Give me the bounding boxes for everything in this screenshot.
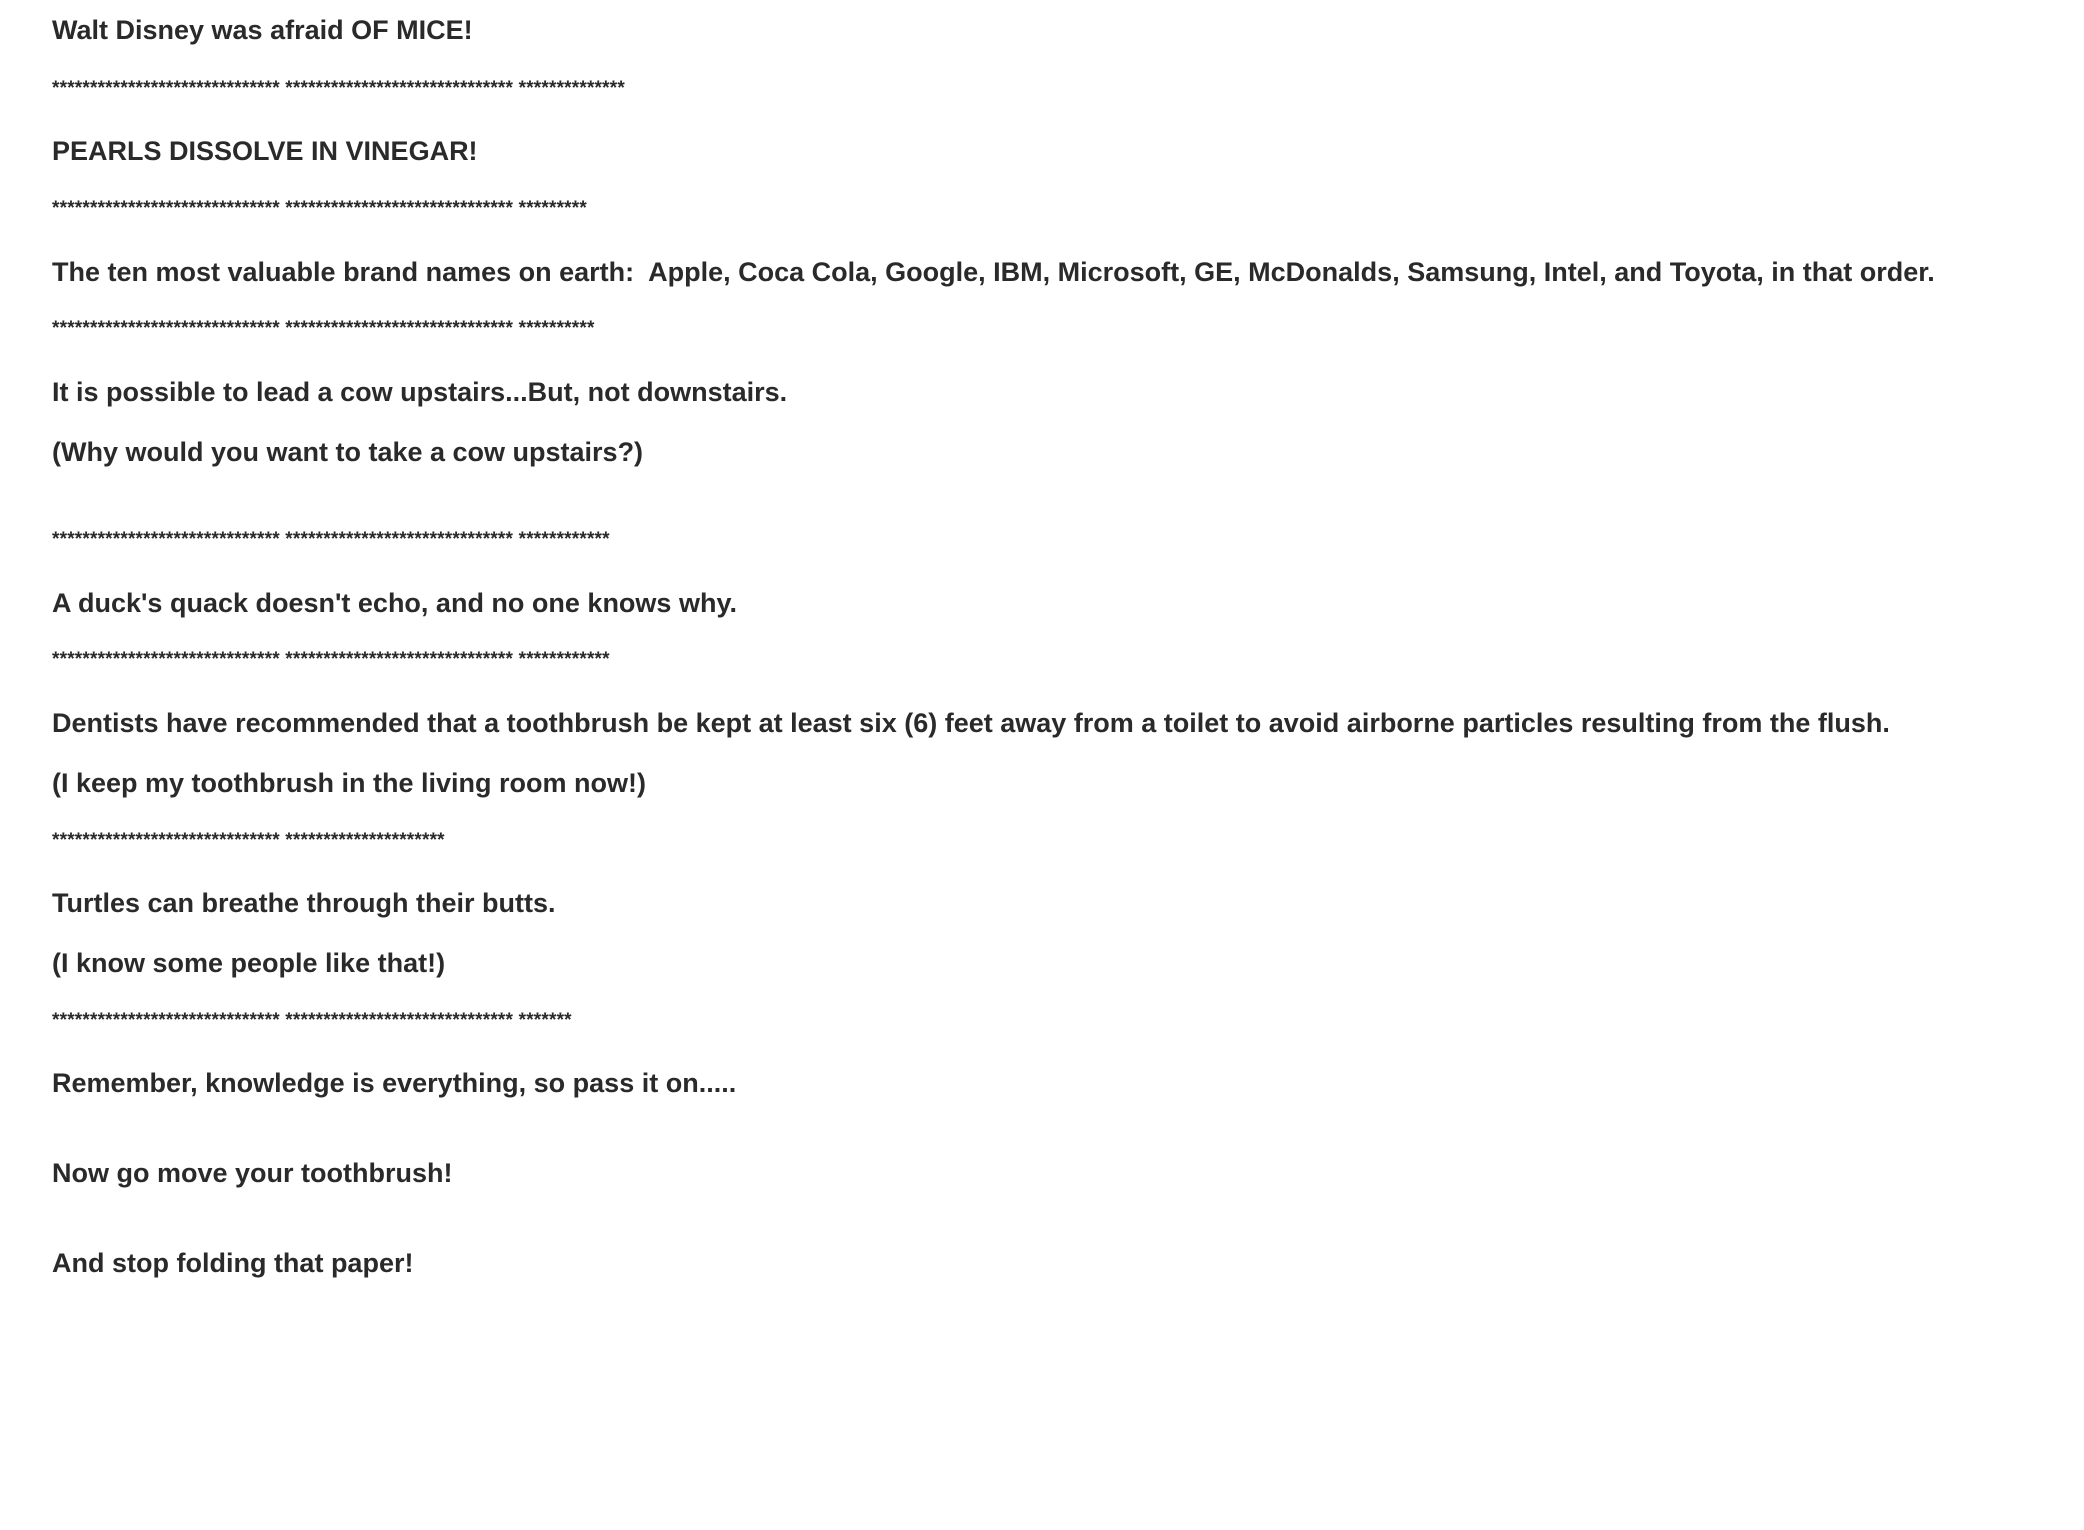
fact-pearls: PEARLS DISSOLVE IN VINEGAR!	[52, 136, 478, 166]
comment-toothbrush: (I keep my toothbrush in the living room now!)	[52, 768, 646, 798]
separator-stars: ****************************** ****************************** **************	[52, 78, 625, 99]
fact-duck-quack: A duck's quack doesn't echo, and no one knows why.	[52, 588, 737, 618]
comment-turtles: (I know some people like that!)	[52, 948, 446, 978]
fact-toothbrush: Dentists have recommended that a toothbrush be kept at least six (6) feet away from a toilet to avoid airborne particles resulting from the flush.	[52, 708, 1890, 738]
closing-stop-folding: And stop folding that paper!	[52, 1248, 414, 1278]
comment-cow-upstairs: (Why would you want to take a cow upstairs?)	[52, 437, 644, 467]
separator-stars: ****************************** ****************************** *********	[52, 198, 587, 219]
fact-brand-names: The ten most valuable brand names on earth: Apple, Coca Cola, Google, IBM, Microsoft, GE, McDonalds, Samsung, Intel, and Toyota, in that order.	[52, 257, 1935, 287]
closing-move-toothbrush: Now go move your toothbrush!	[52, 1158, 453, 1188]
separator-stars: ****************************** ****************************** ************	[52, 529, 610, 550]
closing-knowledge: Remember, knowledge is everything, so pass it on.....	[52, 1068, 737, 1098]
fact-cow-upstairs: It is possible to lead a cow upstairs...But, not downstairs.	[52, 377, 788, 407]
fact-turtles: Turtles can breathe through their butts.	[52, 888, 556, 918]
separator-stars: ****************************** ****************************** *******	[52, 1010, 572, 1031]
fact-walt-disney: Walt Disney was afraid OF MICE!	[52, 15, 473, 45]
separator-stars: ****************************** ****************************** ************	[52, 649, 610, 670]
separator-stars: ****************************** *********************	[52, 830, 445, 851]
separator-stars: ****************************** ****************************** **********	[52, 318, 595, 339]
